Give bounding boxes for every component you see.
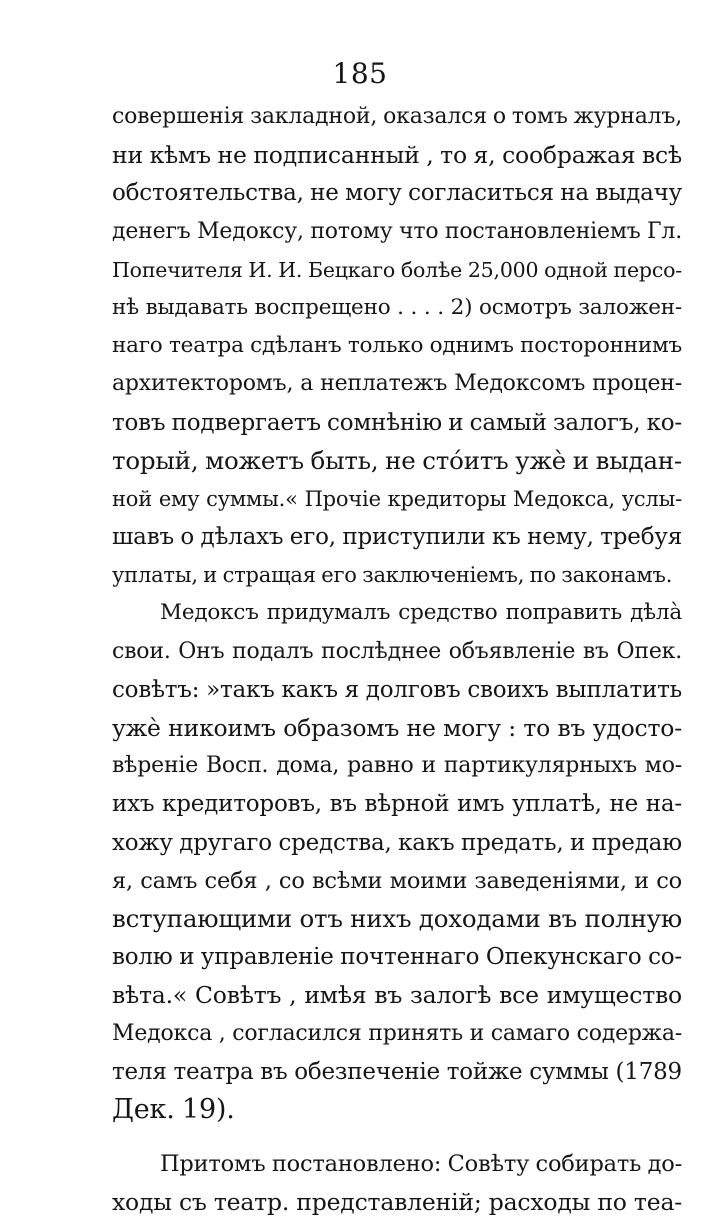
text-line: вѣта.« Совѣтъ , имѣя въ залогѣ все имущество <box>112 981 682 1010</box>
body-text <box>112 98 682 1221</box>
text-line: вѣреніе Восп. дома, равно и партикулярныхъ мо- <box>112 753 682 779</box>
text-line: свои. Онъ подалъ послѣднее объявленіе въ Опек. <box>112 638 682 664</box>
paragraph-first-line: Притомъ постановлено: Совѣту собирать до- <box>160 1151 682 1178</box>
text-line: нѣ выдавать воспрещено . . . . 2) осмотръ заложен- <box>112 294 682 320</box>
text-line: товъ подвергаетъ сомнѣнію и самый залогъ, ко- <box>112 409 682 436</box>
text-line: теля театра въ обезпеченіе тойже суммы (1789 <box>112 1058 682 1085</box>
page-number: 185 <box>332 57 388 90</box>
paragraph-first-line: Медоксъ придумалъ средство поправить дѣлà <box>160 600 682 626</box>
text-line: совѣтъ: »такъ какъ я долговъ своихъ выплатить <box>112 676 682 703</box>
text-line: шавъ о дѣлахъ его, приступили къ нему, требуя <box>112 524 682 551</box>
text-line: ни кѣмъ не подписанный , то я, соображая всѣ <box>112 141 682 170</box>
text-line: Попечителя И. И. Бецкаго болѣе 25,000 одной персо- <box>112 257 682 282</box>
text-line: торый, можетъ быть, не стóитъ ужѐ и выдан- <box>112 445 682 475</box>
text-line: волю и управленіе почтеннаго Опекунскаго со- <box>112 944 682 971</box>
text-line: архитекторомъ, а неплатежъ Медоксомъ процен- <box>112 371 682 397</box>
text-line: я, самъ себя , со всѣми моими заведеніями, и со <box>112 867 682 894</box>
paragraph-gap <box>112 1129 682 1145</box>
text-line: совершенія закладной, оказался о томъ журналъ, <box>112 104 682 129</box>
text-line: Дек. 19). <box>112 1093 235 1125</box>
text-line: денегъ Медоксу, потому что постановленіемъ Гл. <box>112 218 682 244</box>
text-line: ужѐ никоимъ образомъ не могу : то въ удосто- <box>112 714 682 742</box>
text-line: ной ему суммы.« Прочіе кредиторы Медокса, услы- <box>112 486 682 511</box>
text-line: уплаты, и стращая его заключеніемъ, по законамъ. <box>112 563 673 588</box>
text-line: хожу другаго средства, какъ предать, и предаю <box>112 829 682 856</box>
text-line: ихъ кредиторовъ, въ вѣрной имъ уплатѣ, не на- <box>112 791 682 818</box>
text-line: ходы съ театр. представленій; расходы по теа- <box>112 1188 682 1217</box>
text-line: вступающими отъ нихъ доходами въ полную <box>112 903 682 933</box>
text-line: Медокса , согласился принять и самаго содержа- <box>112 1020 682 1046</box>
text-line: наго театра сдѣланъ только однимъ постороннимъ <box>112 333 682 359</box>
text-line: обстоятельства, не могу согласиться на выдачу <box>112 180 682 207</box>
